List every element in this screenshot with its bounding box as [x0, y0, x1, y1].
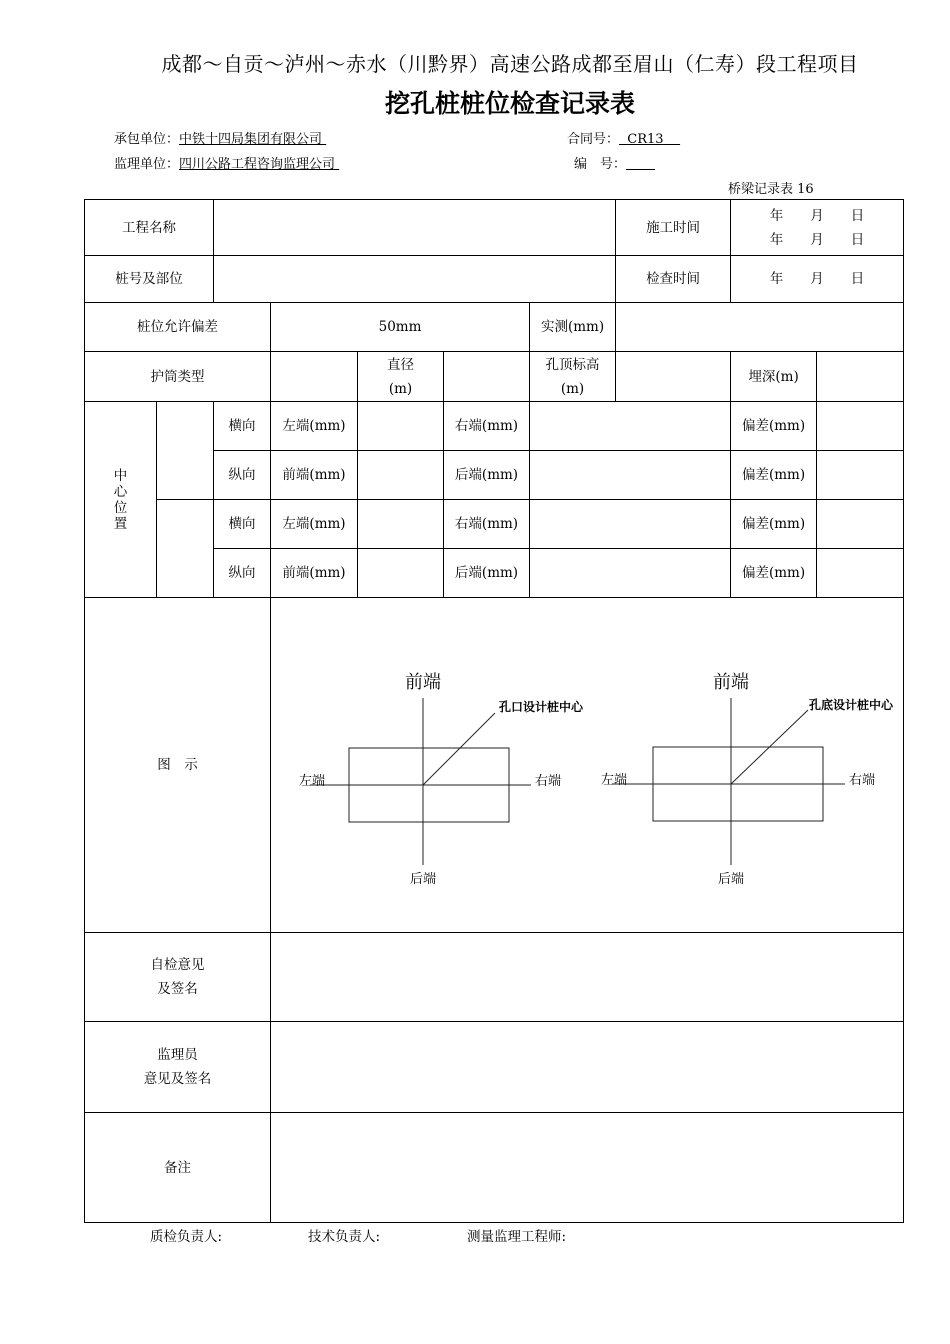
contract-no-value: CR13 — [627, 132, 664, 147]
bury-field[interactable] — [817, 352, 904, 402]
deviation-field[interactable] — [817, 549, 904, 598]
deviation-label: 偏差(mm) — [731, 500, 817, 549]
hole-top-label-line1: 孔顶标高 — [545, 356, 600, 373]
remarks-label: 备注 — [85, 1113, 271, 1223]
supervisor-row — [114, 153, 339, 172]
diameter-field[interactable] — [444, 352, 530, 402]
hole-bottom-diagram — [613, 698, 845, 865]
form-title: 挖孔桩桩位检查记录表 — [384, 89, 635, 118]
pile-field[interactable] — [214, 256, 616, 303]
self-check-line1: 自检意见 — [150, 957, 205, 973]
horizontal-label: 横向 — [214, 402, 271, 451]
deviation-label: 偏差(mm) — [731, 402, 817, 451]
left-end-field[interactable] — [358, 402, 444, 451]
number-row — [574, 153, 655, 172]
form-id: 桥梁记录表 16 — [728, 182, 814, 197]
front-end-label: 前端(mm) — [271, 451, 358, 500]
hole-top-diagram — [311, 698, 531, 865]
position-2-field[interactable] — [157, 500, 214, 598]
deviation-label: 偏差(mm) — [731, 549, 817, 598]
diameter-label-line2: (m) — [388, 380, 413, 397]
pile-label: 桩号及部位 — [85, 256, 214, 303]
hole-top-label — [530, 352, 616, 402]
right-end-label: 右端(mm) — [444, 500, 530, 549]
pile-position-diagram — [271, 598, 903, 932]
measured-label: 实测(mm) — [530, 303, 616, 352]
supervisor-opinion-line1: 监理员 — [157, 1047, 198, 1063]
number-label: 编 号： — [574, 157, 627, 172]
right-end-field[interactable] — [530, 402, 731, 451]
casing-field[interactable] — [271, 352, 358, 402]
right-label: 右端 — [535, 774, 562, 789]
right-end-field[interactable] — [530, 500, 731, 549]
horizontal-label: 横向 — [214, 500, 271, 549]
right-label: 右端 — [849, 773, 876, 788]
longitudinal-label: 纵向 — [214, 451, 271, 500]
contractor-value: 中铁十四局集团有限公司 — [179, 132, 323, 147]
supervisor-label: 监理单位： — [114, 157, 180, 172]
supervisor-opinion-field[interactable] — [271, 1022, 904, 1113]
bury-label: 埋深(m) — [731, 352, 817, 402]
diameter-label — [358, 352, 444, 402]
qc-signature-label: 质检负责人: — [150, 1229, 223, 1245]
construction-start-date: 年 月 日 — [769, 207, 865, 224]
front-label: 前端 — [713, 672, 749, 693]
center-char-4: 置 — [113, 515, 128, 532]
deviation-field[interactable] — [817, 500, 904, 549]
center-char-2: 心 — [113, 483, 128, 500]
self-check-label — [85, 933, 271, 1022]
self-check-line2: 及签名 — [157, 981, 198, 997]
rear-end-field[interactable] — [530, 451, 731, 500]
project-name-label: 工程名称 — [85, 200, 214, 256]
diagram-label: 图 示 — [85, 598, 271, 933]
supervisor-opinion-line2: 意见及签名 — [143, 1071, 212, 1087]
rear-end-label: 后端(mm) — [444, 451, 530, 500]
tech-signature-label: 技术负责人: — [308, 1229, 381, 1245]
front-end-field[interactable] — [358, 549, 444, 598]
center-char-3: 位 — [113, 499, 128, 516]
front-label: 前端 — [405, 672, 441, 693]
remarks-field[interactable] — [271, 1113, 904, 1223]
project-title: 成都～自贡～泸州～赤水（川黔界）高速公路成都至眉山（仁寿）段工程项目 — [161, 52, 859, 76]
project-name-field[interactable] — [214, 200, 616, 256]
casing-label: 护筒类型 — [85, 352, 271, 402]
longitudinal-label: 纵向 — [214, 549, 271, 598]
left-label: 左端 — [299, 774, 326, 789]
construction-time-label: 施工时间 — [616, 200, 731, 256]
rear-end-field[interactable] — [530, 549, 731, 598]
deviation-field[interactable] — [817, 402, 904, 451]
center-leader-line — [423, 713, 495, 785]
diameter-label-line1: 直径 — [387, 356, 414, 373]
front-end-field[interactable] — [358, 451, 444, 500]
contract-no-label: 合同号： — [567, 132, 620, 147]
inspection-table — [84, 199, 904, 1223]
rear-label: 后端 — [409, 872, 437, 887]
right-end-label: 右端(mm) — [444, 402, 530, 451]
contractor-label: 承包单位： — [114, 132, 180, 147]
position-1-field[interactable] — [157, 402, 214, 500]
center-char-1: 中 — [113, 467, 128, 484]
tolerance-value: 50mm — [271, 303, 530, 352]
survey-signature-label: 测量监理工程师: — [467, 1229, 567, 1245]
deviation-field[interactable] — [817, 451, 904, 500]
hole-top-label-line2: (m) — [560, 380, 585, 397]
contract-no-row — [567, 128, 680, 147]
hole-top-field[interactable] — [616, 352, 731, 402]
inspect-time-label: 检查时间 — [616, 256, 731, 303]
rear-label: 后端 — [717, 872, 745, 887]
left-label: 左端 — [601, 773, 628, 788]
supervisor-value: 四川公路工程咨询监理公司 — [179, 157, 336, 172]
construction-time-field[interactable] — [731, 200, 904, 256]
diagram-cell — [271, 598, 904, 933]
center-position-label — [85, 402, 157, 598]
measured-field[interactable] — [616, 303, 904, 352]
tolerance-label: 桩位允许偏差 — [85, 303, 271, 352]
supervisor-opinion-label — [85, 1022, 271, 1113]
front-end-label: 前端(mm) — [271, 549, 358, 598]
construction-end-date: 年 月 日 — [769, 231, 865, 248]
inspect-time-field[interactable]: 年 月 日 — [731, 256, 904, 303]
left-end-label: 左端(mm) — [271, 500, 358, 549]
hole-bottom-center-label: 孔底设计桩中心 — [809, 698, 894, 712]
rear-end-label: 后端(mm) — [444, 549, 530, 598]
self-check-field[interactable] — [271, 933, 904, 1022]
hole-top-center-label: 孔口设计桩中心 — [499, 700, 584, 714]
left-end-field[interactable] — [358, 500, 444, 549]
deviation-label: 偏差(mm) — [731, 451, 817, 500]
left-end-label: 左端(mm) — [271, 402, 358, 451]
contractor-row — [114, 128, 326, 147]
